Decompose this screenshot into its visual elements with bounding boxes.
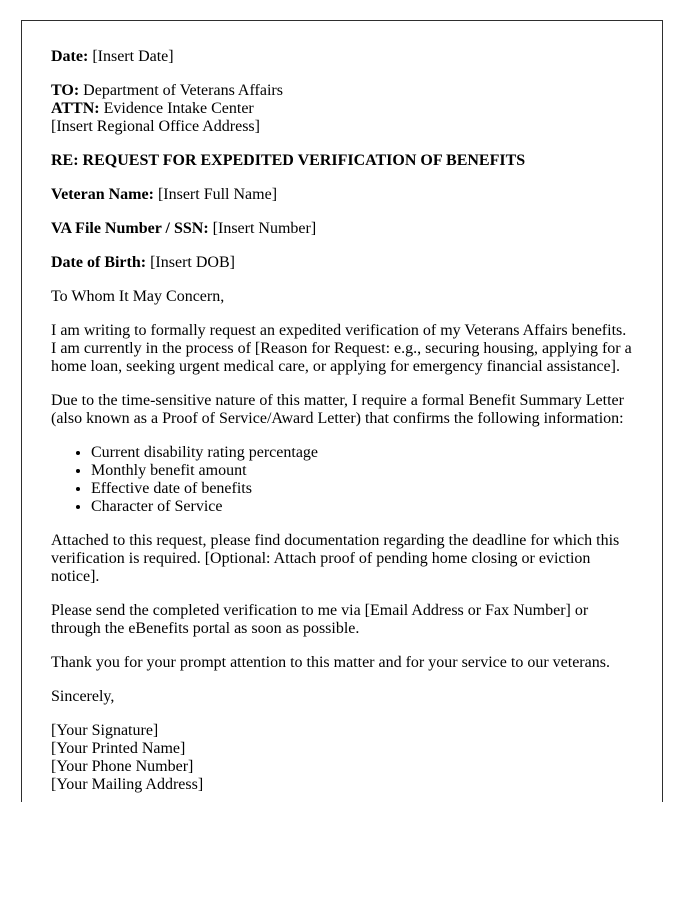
paragraph-line: I am writing to formally request an expedited verification of my Veterans Affairs benefits. [51, 322, 627, 339]
signature-line: [Your Printed Name] [51, 740, 186, 757]
veteran-name-line [51, 186, 648, 204]
letter-document [21, 20, 663, 802]
requirements-list [51, 444, 648, 516]
delivery-paragraph [51, 602, 648, 638]
date-of-birth-label: Date of Birth: [51, 254, 147, 271]
to-line [51, 82, 648, 100]
list-item: • Current disability rating percentage [91, 444, 648, 462]
date-line [51, 48, 648, 66]
subject-text: RE: REQUEST FOR EXPEDITED VERIFICATION OF BENEFITS [51, 152, 526, 169]
date-label: Date: [51, 48, 89, 65]
va-file-number-value: [Insert Number] [212, 220, 317, 237]
paragraph-line: home loan, seeking urgent medical care, or applying for emergency financial assistance]. [51, 358, 620, 375]
signature-line: [Your Phone Number] [51, 758, 194, 775]
list-item: • Character of Service [91, 498, 648, 516]
list-item: • Monthly benefit amount [91, 462, 648, 480]
signature-line: [Your Mailing Address] [51, 776, 204, 793]
paragraph-line: Please send the completed verification to me via [Email Address or Fax Number] or [51, 602, 589, 619]
veteran-name-label: Veteran Name: [51, 186, 154, 203]
signature-line: [Your Signature] [51, 722, 159, 739]
regional-office-address-placeholder: [Insert Regional Office Address] [51, 118, 260, 135]
paragraph-line: Attached to this request, please find documentation regarding the deadline for which this [51, 532, 620, 549]
date-value: [Insert Date] [92, 48, 174, 65]
to-label: TO: [51, 82, 80, 99]
list-item: • Effective date of benefits [91, 480, 648, 498]
paragraph-line: I am currently in the process of [Reason for Request: e.g., securing housing, applying for a [51, 340, 632, 357]
signature-block [51, 722, 648, 794]
attn-label: ATTN: [51, 100, 100, 117]
thanks-paragraph: Thank you for your prompt attention to this matter and for your service to our veterans. [51, 654, 610, 671]
paragraph-line: notice]. [51, 568, 100, 585]
recipient-block [51, 82, 648, 136]
attn-line [51, 100, 648, 118]
closing: Sincerely, [51, 688, 115, 705]
paragraph-line: verification is required. [Optional: Attach proof of pending home closing or eviction [51, 550, 591, 567]
request-paragraph [51, 322, 648, 376]
paragraph-line: Due to the time-sensitive nature of this matter, I require a formal Benefit Summary Letter [51, 392, 624, 409]
paragraph-line: (also known as a Proof of Service/Award Letter) that confirms the following information: [51, 410, 624, 427]
veteran-name-value: [Insert Full Name] [157, 186, 278, 203]
date-of-birth-line [51, 254, 648, 272]
to-value: Department of Veterans Affairs [83, 82, 283, 99]
date-of-birth-value: [Insert DOB] [150, 254, 235, 271]
attachment-paragraph [51, 532, 648, 586]
attn-value: Evidence Intake Center [103, 100, 254, 117]
va-file-number-line [51, 220, 648, 238]
paragraph-line: through the eBenefits portal as soon as possible. [51, 620, 360, 637]
va-file-number-label: VA File Number / SSN: [51, 220, 209, 237]
salutation: To Whom It May Concern, [51, 288, 225, 305]
requirements-paragraph [51, 392, 648, 428]
subject-line [51, 152, 648, 170]
